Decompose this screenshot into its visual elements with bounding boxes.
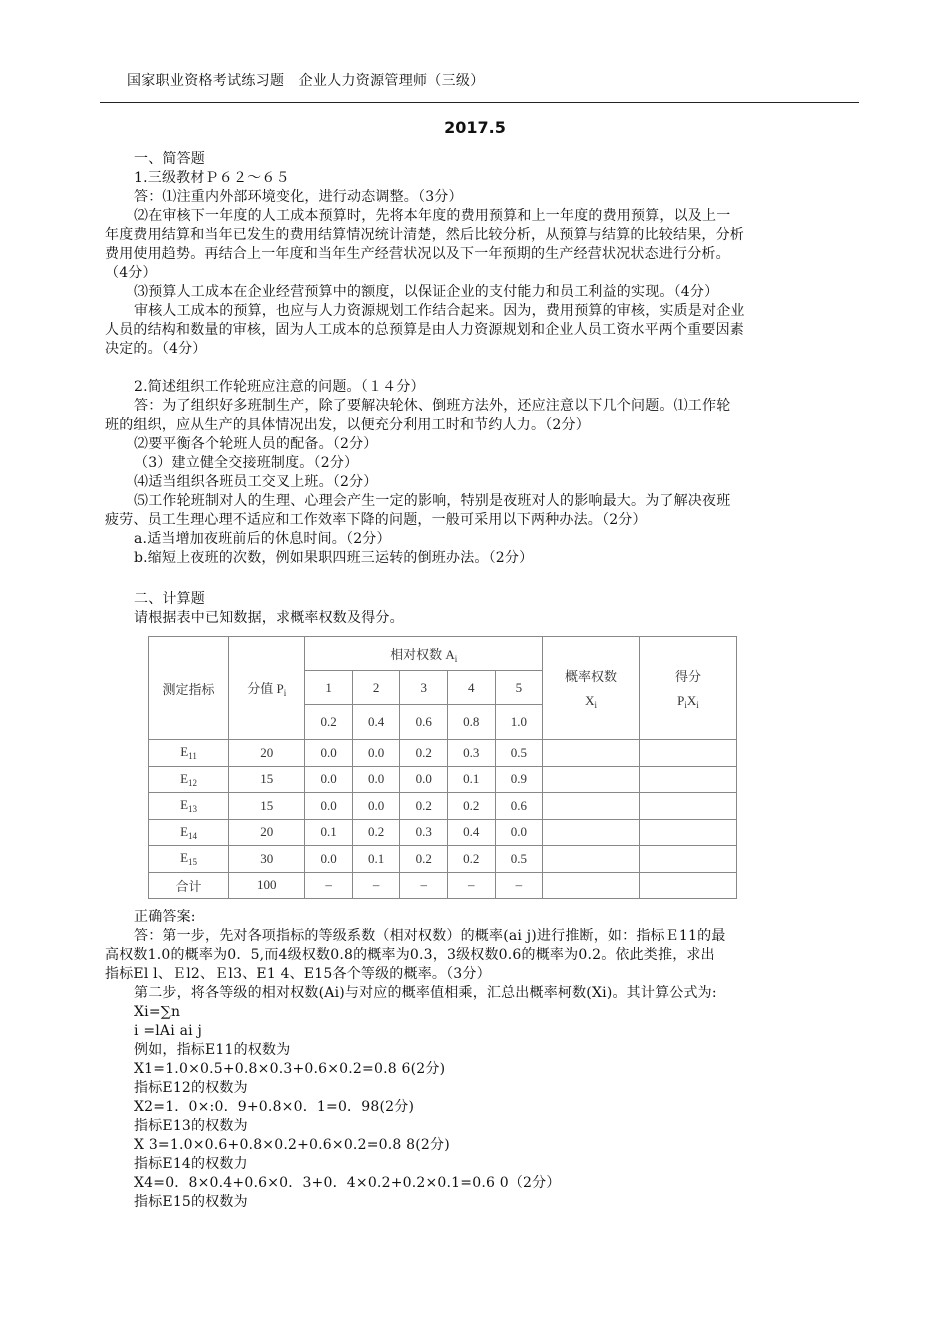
q1-answer-line: （4分） — [105, 265, 157, 281]
q1-answer-line: 决定的。（4分） — [105, 341, 207, 357]
grade-cell: 5 — [495, 671, 543, 705]
probability-cell — [543, 872, 640, 899]
header-relative-weight-text: 相对权数 A — [390, 646, 455, 662]
indicator-letter: E — [180, 797, 189, 813]
value-cell: 0.5 — [495, 846, 543, 873]
indicator-subscript: 15 — [188, 857, 198, 868]
header-result-x: X — [686, 693, 697, 708]
header-result-p: P — [677, 693, 685, 708]
q1-answer-line: 人员的结构和数量的审核，固为人工成本的总预算是由人力资源规划和企业人员工资水平两个重要因素 — [105, 322, 744, 338]
section-heading-calculation: 二、计算题 — [134, 591, 205, 607]
table-row — [149, 740, 737, 767]
formula-line: i =lAi ai j — [134, 1023, 202, 1039]
answer-line: 答：第一步，先对各项指标的等级系数（相对权数）的概率(ai j)进行推断，如：指标Ｅ11的最 — [134, 928, 726, 944]
result-cell — [639, 872, 736, 899]
value-cell: 0.1 — [352, 846, 400, 873]
probability-cell — [543, 819, 640, 846]
value-cell: 0.2 — [448, 793, 496, 820]
answer-line: 指标E15的权数为 — [134, 1194, 248, 1210]
value-cell: 0.2 — [448, 846, 496, 873]
q1-answer-line: 审核人工成本的预算，也应与人力资源规划工作结合起来。因为，费用预算的审核，实质是对企业 — [134, 303, 745, 319]
value-cell: 0.0 — [305, 846, 353, 873]
probability-cell — [543, 740, 640, 767]
value-cell: 0.0 — [352, 740, 400, 767]
score-cell: 15 — [229, 766, 305, 793]
score-cell: 20 — [229, 819, 305, 846]
answer-line: 指标E14的权数力 — [134, 1156, 248, 1172]
q2-answer-line: （3）建立健全交接班制度。（2分） — [134, 455, 359, 471]
table-row — [149, 819, 737, 846]
header-score — [229, 637, 305, 740]
grade-cell: 4 — [448, 671, 496, 705]
grade-weight-cell: 0.6 — [400, 705, 448, 740]
header-result-text: 得分 — [674, 669, 701, 684]
indicator-subscript: 14 — [188, 830, 198, 841]
value-cell: 0.0 — [400, 766, 448, 793]
q1-answer-line: 答：⑴注重内外部环境变化，进行动态调整。（3分） — [134, 189, 463, 205]
q1-answer-line: ⑵在审核下一年度的人工成本预算时，先将本年度的费用预算和上一年度的费用预算，以及上一 — [134, 208, 731, 224]
score-cell: 30 — [229, 846, 305, 873]
q2-answer-line: b.缩短上夜班的次数，例如果职四班三运转的倒班办法。（2分） — [134, 550, 534, 566]
header-prob-x: X — [585, 693, 595, 708]
indicator-letter: E — [180, 823, 189, 839]
header-divider — [100, 102, 859, 103]
total-score: 100 — [229, 872, 305, 899]
value-cell: 0.2 — [400, 846, 448, 873]
total-value-cell: – — [495, 872, 543, 899]
result-cell — [639, 793, 736, 820]
formula-line: X1=1.0×0.5+0.8×0.3+0.6×0.2=0.8 6(2分) — [134, 1061, 446, 1077]
header-prob-subscript: i — [594, 700, 597, 710]
header-result — [639, 637, 736, 740]
document-title: 2017.5 — [444, 118, 506, 137]
answer-line: 高权数1.0的概率为0．5,而4级权数0.8的概率为0.3，3级权数0.6的概率为0.2。依此类推，求出 — [105, 947, 715, 963]
result-cell — [639, 819, 736, 846]
q2-title: 2.简述组织工作轮班应注意的问题。（１４分） — [134, 379, 425, 395]
grade-weight-cell: 1.0 — [495, 705, 543, 740]
header-probability-symbol — [543, 693, 639, 710]
header-indicator: 测定指标 — [149, 637, 229, 740]
answer-line: 指标E12的权数为 — [134, 1080, 248, 1096]
header-score-text: 分值 P — [247, 681, 284, 696]
header-probability-weight — [543, 637, 640, 740]
section-heading-short-answer: 一、简答题 — [134, 151, 205, 167]
result-cell — [639, 740, 736, 767]
table-row — [149, 766, 737, 793]
total-value-cell: – — [352, 872, 400, 899]
header-result-x-subscript: i — [696, 700, 699, 710]
q2-answer-line: 疲劳、员工生理心理不适应和工作效率下降的问题，一般可采用以下两种办法。（2分） — [105, 512, 647, 528]
q2-answer-line: ⑵要平衡各个轮班人员的配备。（2分） — [134, 436, 378, 452]
answer-line: 第二步，将各等级的相对权数(Ai)与对应的概率值相乘，汇总出概率柯数(Xi)。其计算公式为: — [134, 985, 717, 1001]
value-cell: 0.2 — [352, 819, 400, 846]
header-score-subscript: i — [283, 688, 287, 698]
table-row — [149, 846, 737, 873]
value-cell: 0.0 — [305, 766, 353, 793]
value-cell: 0.0 — [305, 793, 353, 820]
answer-line: 指标El l、Ｅl2、Ｅl3、E1 4、E15各个等级的概率。（3分） — [105, 966, 491, 982]
q1-answer-line: 年度费用结算和当年已发生的费用结算情况统计清楚，然后比较分析，从预算与结算的比较结果，分析 — [105, 227, 744, 243]
indicator-cell — [149, 846, 229, 873]
score-cell: 15 — [229, 793, 305, 820]
probability-cell — [543, 766, 640, 793]
indicator-subscript: 11 — [188, 751, 197, 762]
result-cell — [639, 846, 736, 873]
grade-weight-cell: 0.8 — [448, 705, 496, 740]
value-cell: 0.1 — [448, 766, 496, 793]
formula-line: X2=1．0×:0．9+0.8×0．1=0．98(2分) — [134, 1099, 415, 1115]
indicator-cell — [149, 740, 229, 767]
score-cell: 20 — [229, 740, 305, 767]
value-cell: 0.0 — [352, 793, 400, 820]
grade-cell: 2 — [352, 671, 400, 705]
q2-answer-line: 班的组织，应从生产的具体情况出发，以便充分利用工时和节约人力。（2分） — [105, 417, 590, 433]
total-value-cell: – — [448, 872, 496, 899]
probability-cell — [543, 793, 640, 820]
header-probability-weight-text: 概率权数 — [565, 669, 618, 684]
formula-line: X 3=1.0×0.6+0.8×0.2+0.6×0.2=0.8 8(2分) — [134, 1137, 450, 1153]
value-cell: 0.2 — [400, 793, 448, 820]
q2-answer-line: ⑸工作轮班制对人的生理、心理会产生一定的影响，特别是夜班对人的影响最大。为了解决夜班 — [134, 493, 731, 509]
formula-line: Xi=∑n — [134, 1004, 181, 1020]
answer-line: 例如，指标E11的权数为 — [134, 1042, 291, 1058]
grade-cell: 1 — [305, 671, 353, 705]
q2-answer-line: 答：为了组织好多班制生产，除了要解决轮休、倒班方法外，还应注意以下几个问题。⑴工作轮 — [134, 398, 731, 414]
table-row — [149, 793, 737, 820]
answer-line: 指标E13的权数为 — [134, 1118, 248, 1134]
answer-heading: 正确答案: — [134, 909, 196, 925]
formula-line: X4=0．8×0.4+0.6×0．3+0．4×0.2+0.2×0.1=0.6 0（2分） — [134, 1175, 561, 1191]
total-value-cell: – — [400, 872, 448, 899]
value-cell: 0.3 — [400, 819, 448, 846]
calculation-intro: 请根据表中已知数据，求概率权数及得分。 — [134, 610, 404, 626]
indicator-cell — [149, 766, 229, 793]
indicator-letter: E — [180, 744, 189, 760]
q2-answer-line: ⑷适当组织各班员工交叉上班。（2分） — [134, 474, 378, 490]
value-cell: 0.4 — [448, 819, 496, 846]
q2-answer-line: a.适当增加夜班前后的休息时间。（2分） — [134, 531, 391, 547]
value-cell: 0.6 — [495, 793, 543, 820]
indicator-cell — [149, 793, 229, 820]
indicator-cell — [149, 819, 229, 846]
grade-weight-cell: 0.2 — [305, 705, 353, 740]
value-cell: 0.3 — [448, 740, 496, 767]
q1-title: 1.三级教材Ｐ６２～６５ — [134, 170, 290, 186]
probability-cell — [543, 846, 640, 873]
indicator-subscript: 13 — [188, 804, 198, 815]
value-cell: 0.9 — [495, 766, 543, 793]
header-relative-weight — [305, 637, 543, 671]
grade-cell: 3 — [400, 671, 448, 705]
value-cell: 0.0 — [352, 766, 400, 793]
total-value-cell: – — [305, 872, 353, 899]
q1-answer-line: 费用使用趋势。再结合上一年度和当年生产经营状况以及下一年预期的生产经营状况状态进行分析。 — [105, 246, 730, 262]
value-cell: 0.0 — [495, 819, 543, 846]
header-result-p-subscript: i — [684, 700, 687, 710]
total-label: 合计 — [149, 872, 229, 899]
result-cell — [639, 766, 736, 793]
value-cell: 0.1 — [305, 819, 353, 846]
weights-table — [148, 636, 737, 899]
value-cell: 0.2 — [400, 740, 448, 767]
q1-answer-line: ⑶预算人工成本在企业经营预算中的额度，以保证企业的支付能力和员工利益的实现。（4分） — [134, 284, 719, 300]
grade-weight-cell: 0.4 — [352, 705, 400, 740]
indicator-subscript: 12 — [188, 777, 198, 788]
page-header: 国家职业资格考试练习题 企业人力资源管理师（三级） — [127, 73, 485, 89]
value-cell: 0.5 — [495, 740, 543, 767]
total-row — [149, 872, 737, 899]
header-result-symbol — [640, 693, 736, 710]
header-relative-weight-subscript: i — [454, 653, 458, 664]
value-cell: 0.0 — [305, 740, 353, 767]
indicator-letter: E — [180, 850, 189, 866]
indicator-letter: E — [180, 770, 189, 786]
